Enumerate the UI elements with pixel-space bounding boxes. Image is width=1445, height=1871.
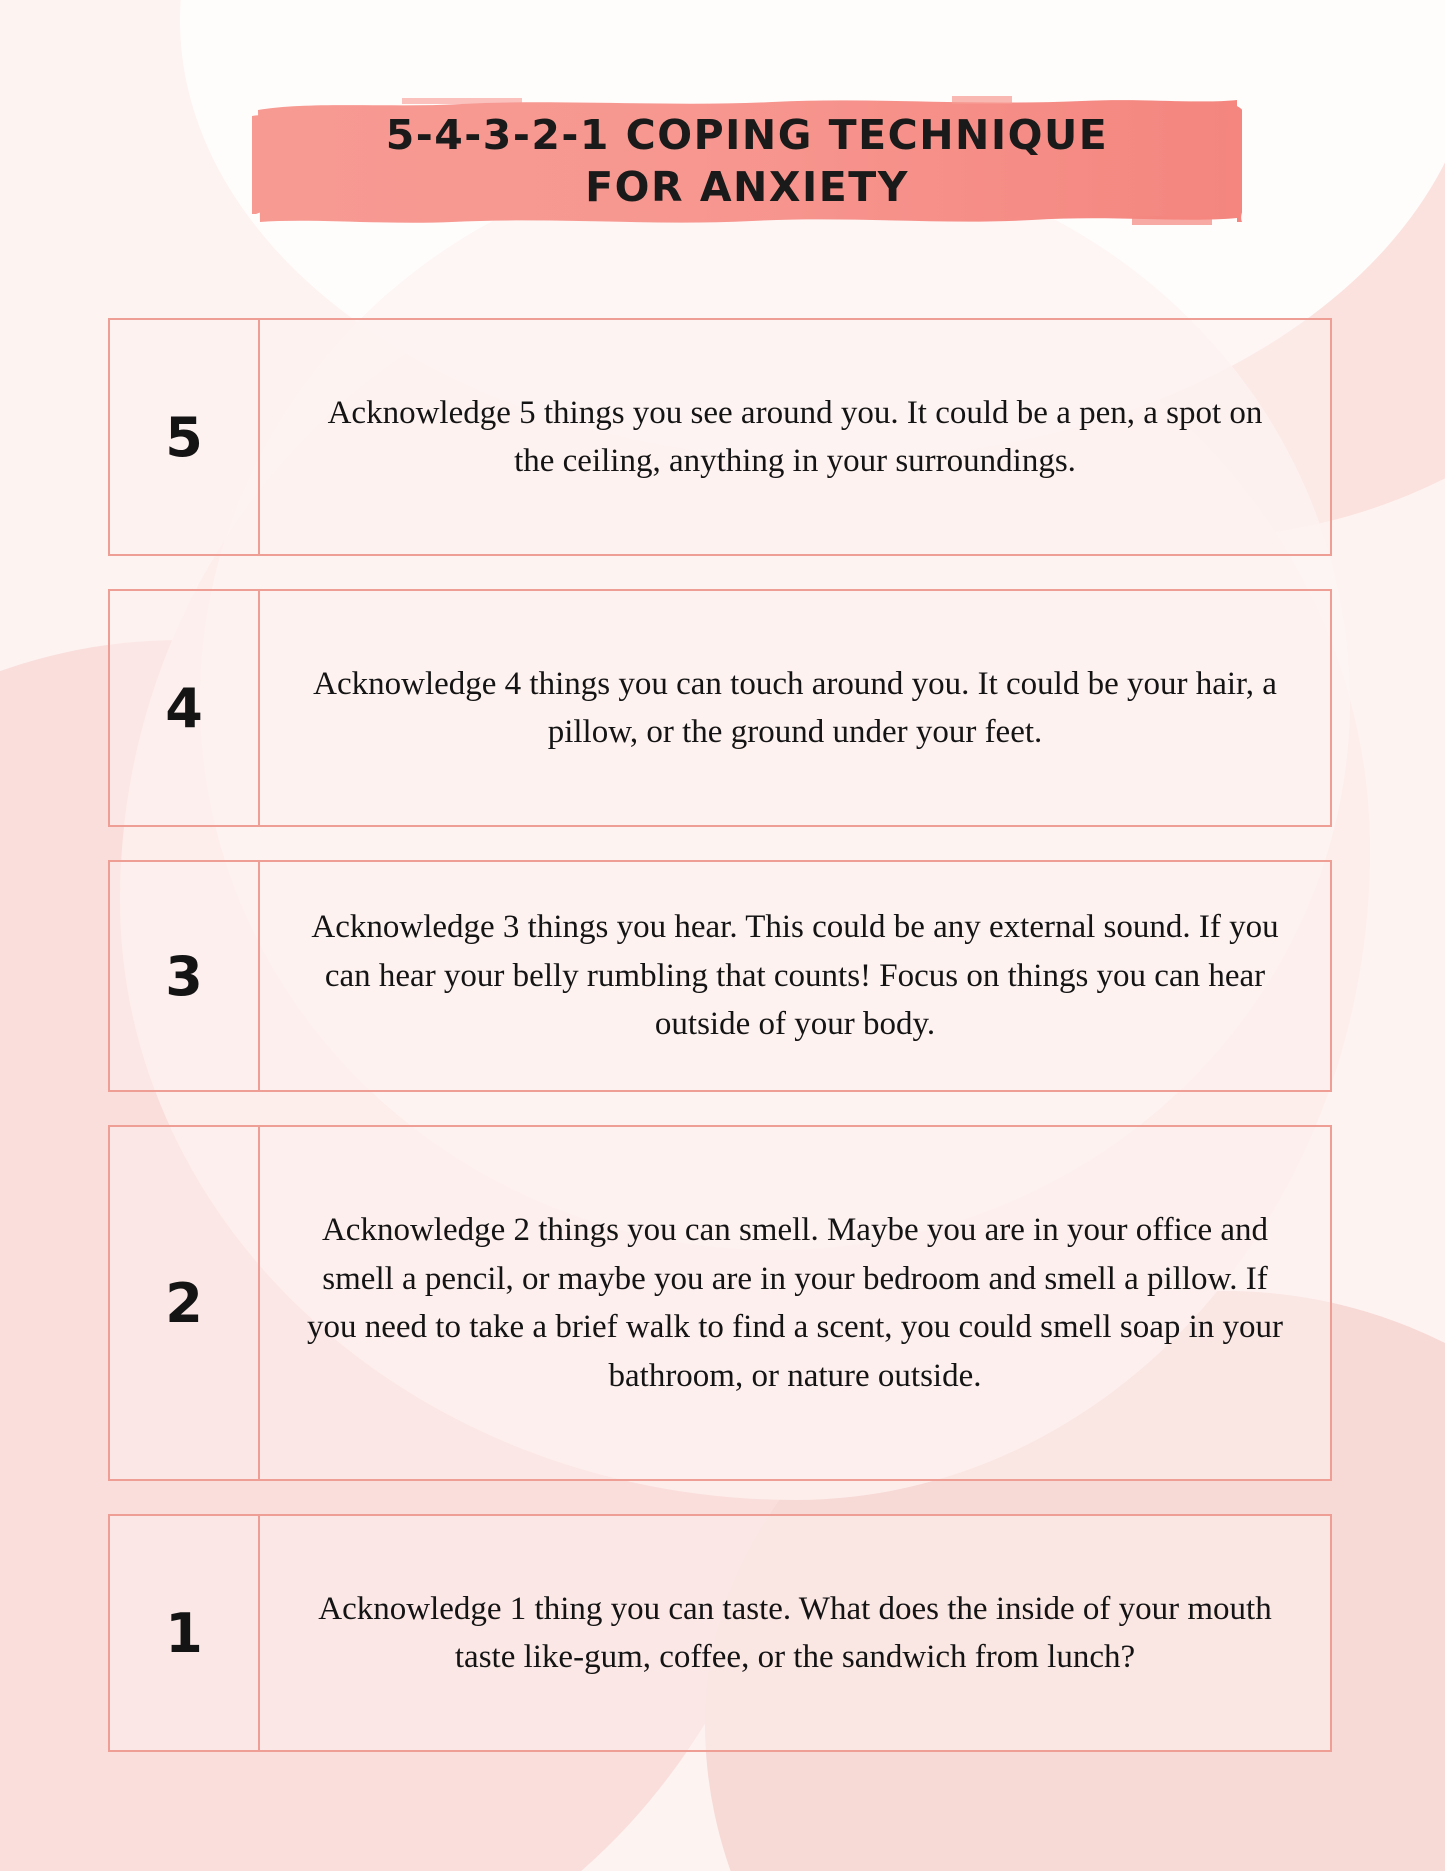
step-number: 3	[110, 862, 260, 1090]
step-number: 4	[110, 591, 260, 825]
title-banner	[252, 96, 1242, 226]
step-text: Acknowledge 4 things you can touch around you. It could be your hair, a pillow, or the ground under your feet.	[313, 665, 1277, 750]
page-title-line-1: 5-4-3-2-1 COPING TECHNIQUE	[385, 110, 1109, 159]
step-row-3	[108, 860, 1332, 1092]
step-row-4	[108, 589, 1332, 827]
step-number: 1	[110, 1516, 260, 1750]
step-row-1	[108, 1514, 1332, 1752]
page-title-line-2: FOR ANXIETY	[585, 163, 909, 211]
steps-list	[108, 318, 1332, 1785]
step-text: Acknowledge 1 thing you can taste. What does the inside of your mouth taste like-gum, coffee, or the sandwich from lunch?	[318, 1590, 1272, 1675]
step-text: Acknowledge 3 things you hear. This could be any external sound. If you can hear your belly rumbling that counts! Focus on things you can hear outside of your body.	[311, 909, 1279, 1043]
step-row-5	[108, 318, 1332, 556]
step-text: Acknowledge 5 things you see around you. It could be a pen, a spot on the ceiling, anything in your surroundings.	[327, 394, 1263, 479]
page-title	[252, 96, 1242, 226]
step-text: Acknowledge 2 things you can smell. Maybe you are in your office and smell a pencil, or maybe you are in your bedroom and smell a pillow. If you need to take a brief walk to find a scent, you could smell soap in your bathroom, or nature outside.	[307, 1212, 1283, 1394]
step-number: 5	[110, 320, 260, 554]
step-number: 2	[110, 1127, 260, 1479]
step-row-2	[108, 1125, 1332, 1481]
